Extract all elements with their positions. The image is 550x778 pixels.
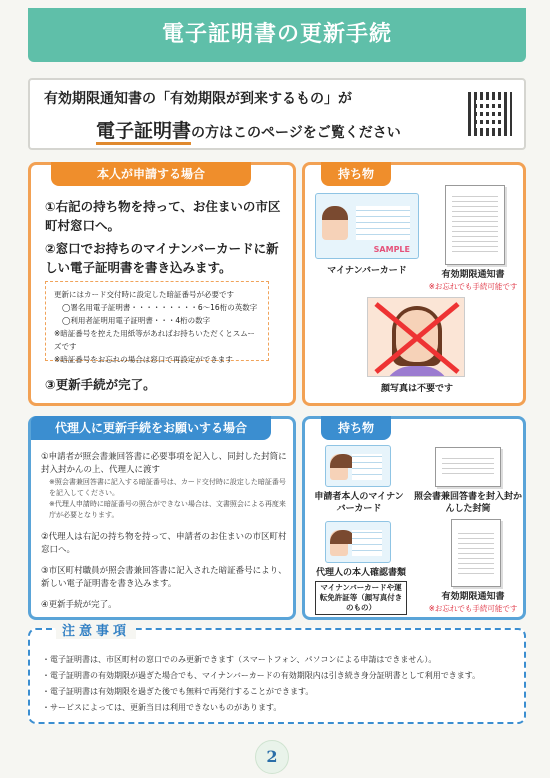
cross-icon — [368, 298, 465, 377]
no-photo-label: 顔写真は不要です — [380, 384, 453, 394]
self-items-box — [302, 162, 526, 406]
proxy-step-1-note1: ※照会書兼回答書に記入する暗証番号は、カード交付時に設定した暗証番号を記入してください。 — [49, 478, 286, 497]
pin-note — [45, 281, 269, 364]
proxy-step-1 — [41, 451, 289, 521]
expiry-notice-sub: ※お忘れでも手続可能です — [428, 282, 518, 291]
pin-note-line5: ※暗証番号をお忘れの場合は窓口で再設定ができます — [54, 355, 233, 364]
self-step-1: ①右記の持ち物を持って、お住まいの市区町村窓口へ。 — [45, 199, 281, 233]
my-number-card-image — [315, 193, 419, 259]
face-photo-image — [367, 297, 465, 377]
expiry-notice-caption — [421, 269, 525, 293]
list-item: ・電子証明書は有効期限を過ぎた後でも無料で再発行することができます。 — [42, 687, 314, 696]
card-face-icon — [322, 206, 348, 240]
intro-line2-rest: の方はこのページをご覧ください — [191, 125, 401, 141]
my-number-card-label: マイナンバーカード — [327, 266, 407, 276]
proxy-expiry-notice-sub: ※お忘れでも手続可能です — [428, 604, 518, 613]
list-item: ・電子証明書の有効期限が過ぎた場合でも、マイナンバーカードの有効期限内は引き続き身分証明書として利用できます。 — [42, 671, 481, 680]
proxy-expiry-notice-image — [451, 519, 501, 587]
self-items-tab: 持ち物 — [321, 162, 391, 186]
intro-line2 — [96, 116, 401, 143]
card-sample-stamp: SAMPLE — [373, 245, 410, 254]
list-item: ・サービスによっては、更新当日は利用できないものがあります。 — [42, 703, 282, 712]
applicant-card-label: 申請者本人のマイナンバーカード — [314, 492, 404, 514]
proxy-step-4: ④更新手続が完了。 — [41, 600, 117, 610]
attention-list — [42, 652, 514, 716]
reply-form-label: 照会書兼回答書を封入封かんした封筒 — [413, 492, 522, 514]
self-step-2: ②窓口でお持ちのマイナンバーカードに新しい電子証明書を書き込みます。 — [45, 241, 279, 275]
proxy-application-box — [28, 416, 296, 620]
proxy-expiry-notice-label: 有効期限通知書 — [441, 592, 505, 602]
page-number: 2 — [255, 740, 289, 774]
page-title: 電子証明書の更新手続 — [161, 22, 392, 47]
qr-code-icon[interactable] — [468, 92, 512, 136]
expiry-notice-image — [445, 185, 505, 265]
pin-note-line4: ※暗証番号を控えた用紙等があればお持ちいただくとスムーズです — [54, 329, 255, 351]
agent-id-card-image — [325, 521, 391, 563]
agent-id-caption — [309, 567, 413, 615]
attention-box — [28, 624, 526, 724]
intro-box — [28, 78, 526, 150]
proxy-step-1-text: ①申請者が照会書兼回答書に必要事項を記入し、同封した封筒に封入封かんの上、代理人に渡す — [41, 452, 287, 475]
intro-line1: 有効期限通知書の「有効期限が到来するもの」が — [44, 91, 352, 107]
proxy-application-tab: 代理人に更新手続をお願いする場合 — [31, 416, 271, 440]
attention-heading: 注意事項 — [56, 620, 136, 639]
intro-emphasis: 電子証明書 — [96, 120, 191, 145]
proxy-expiry-notice-caption — [419, 591, 527, 615]
list-item: ・電子証明書は、市区町村の窓口でのみ更新できます（スマートフォン、パソコンによる申請はできません）。 — [42, 655, 437, 664]
self-application-box — [28, 162, 296, 406]
agent-id-detail: マイナンバーカードや運転免許証等（顔写真付きのもの） — [315, 581, 407, 615]
pin-note-line1: 更新にはカード交付時に設定した暗証番号が必要です — [54, 290, 234, 299]
pin-note-line2: ◯署名用電子証明書・・・・・・・・・6～16桁の英数字 — [62, 303, 258, 312]
proxy-items-tab: 持ち物 — [321, 416, 391, 440]
reply-envelope-image — [435, 447, 501, 487]
pin-note-line3: ◯利用者証明用電子証明書・・・4桁の数字 — [62, 316, 211, 325]
title-banner — [28, 8, 526, 62]
proxy-step-3: ③市区町村職員が照会書兼回答書に記入された暗証番号により、新しい電子証明書を書き込みます。 — [41, 566, 287, 589]
agent-id-label: 代理人の本人確認書類 — [315, 568, 406, 578]
applicant-card-image — [325, 445, 391, 487]
proxy-step-2: ②代理人は右記の持ち物を持って、申請者のお住まいの市区町村窓口へ。 — [41, 532, 287, 555]
self-step-3: ③更新手続が完了。 — [45, 377, 156, 392]
proxy-items-box — [302, 416, 526, 620]
proxy-step-1-note2: ※代理人申請時に暗証番号の照合ができない場合は、文書照会による再度来庁が必要となります。 — [49, 500, 286, 519]
self-application-tab: 本人が申請する場合 — [51, 162, 251, 186]
expiry-notice-label: 有効期限通知書 — [441, 270, 505, 280]
